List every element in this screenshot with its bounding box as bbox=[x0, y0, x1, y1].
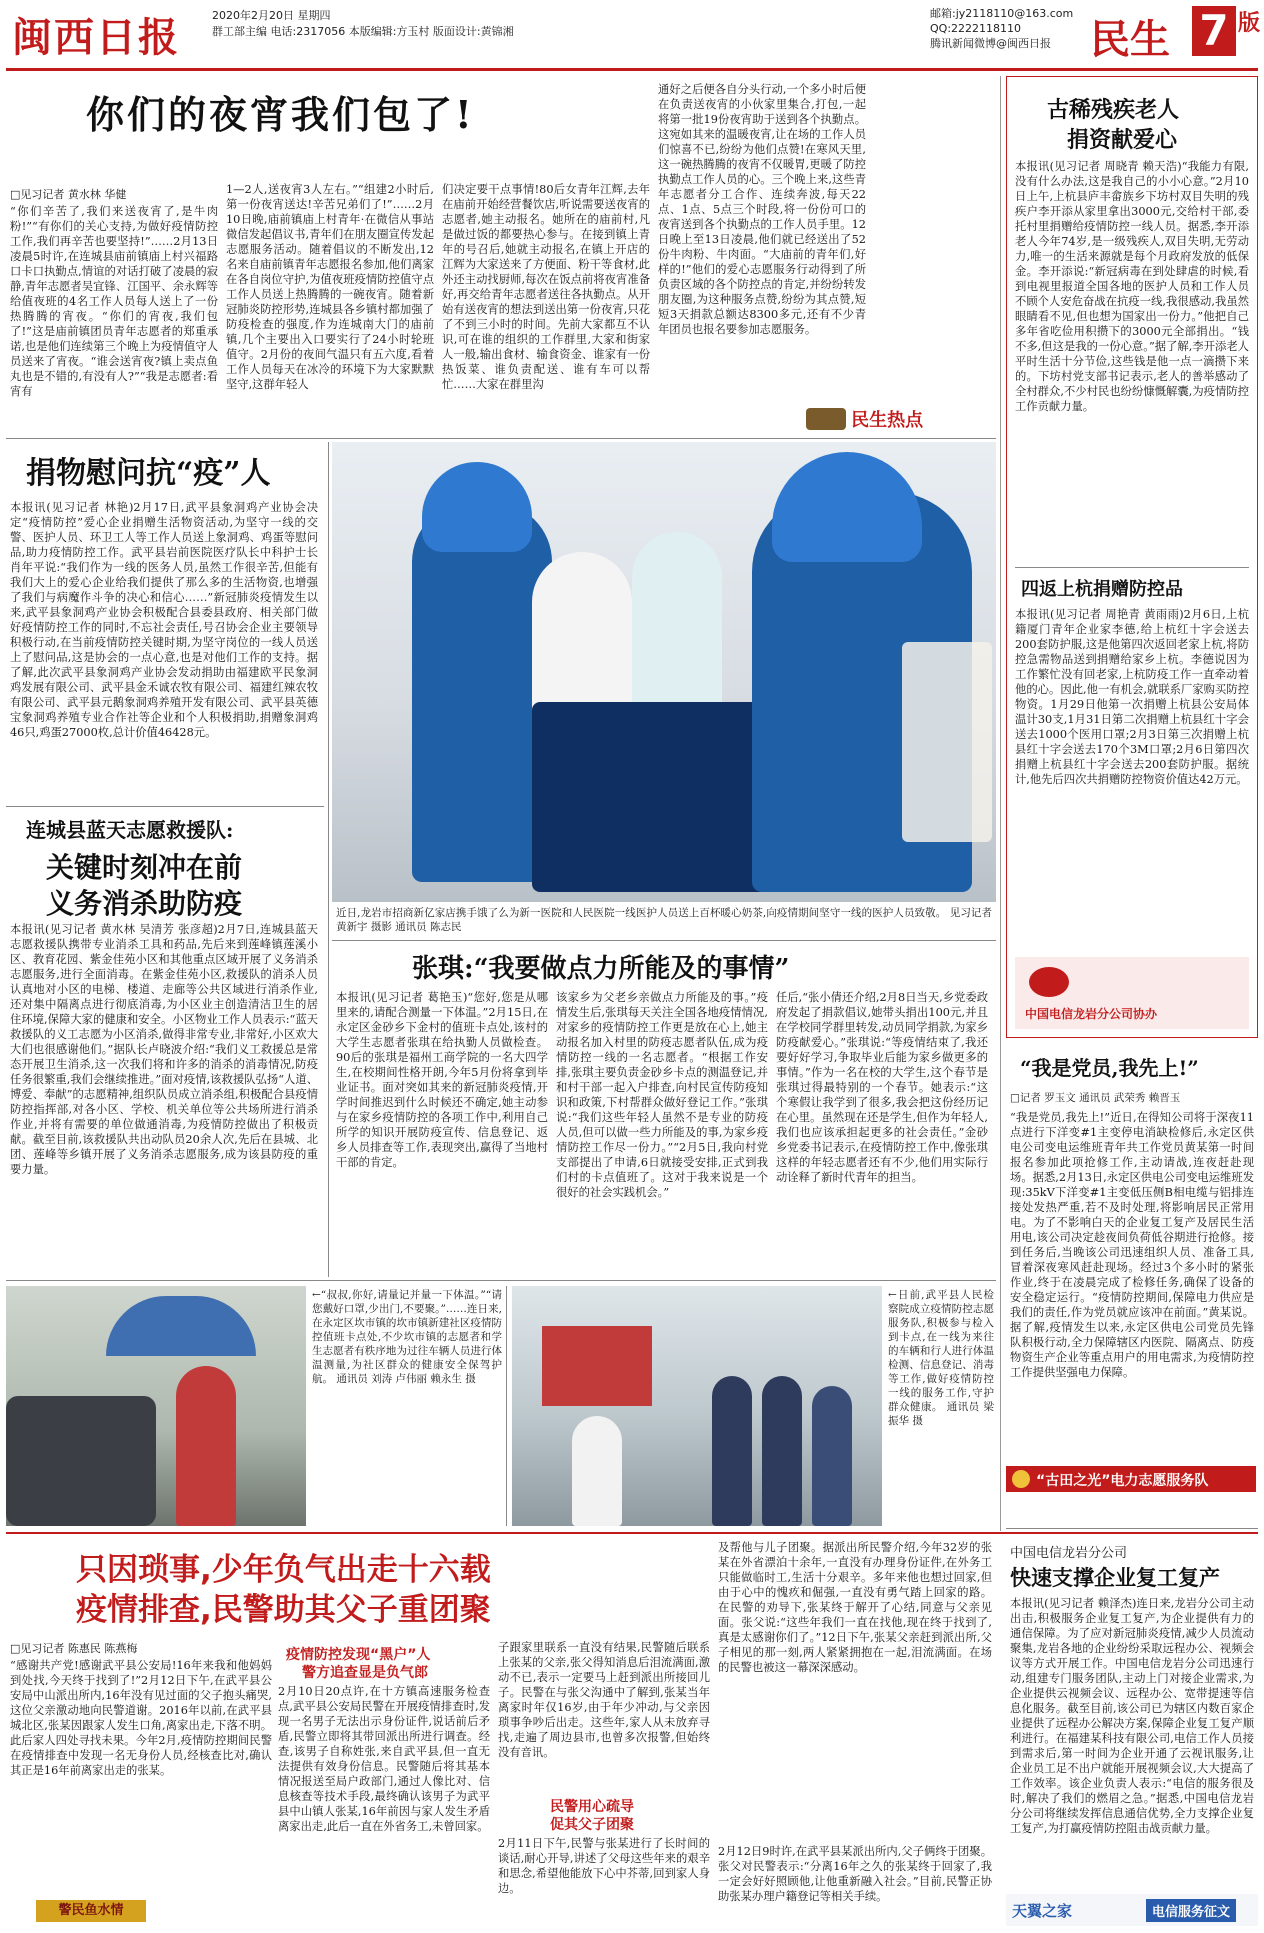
masthead-contacts bbox=[930, 6, 1073, 51]
photo-procuratorate-volunteers bbox=[512, 1286, 882, 1526]
divider bbox=[1006, 1528, 1258, 1529]
article-title-line1: 古稀残疾老人 bbox=[1047, 97, 1180, 123]
worker-figure bbox=[712, 1376, 752, 1526]
article-body: 本报讯(见习记者 周艳青 黄雨雨)2月6日,上杭籍厦门青年企业家李德,给上杭红十字会送去200套防护服,这是他第四次返回老家上杭,将防控急需物品送到捐赠给家乡上杭。李德说因为工作繁忙没有回老家,上杭防疫工作一直牵动着他的心。因此,他一有机会,就联系厂家购买防控物资。1月29日他第一次捐赠上杭县公安局体温计30支,1月31日第二次捐赠上杭县红十字会送去1000个医用口罩;2月3日第三次捐赠上杭县红十字会送去170个3M口罩;2月6日第四次捐赠上杭县红十字会送去200套防护服。据统计,他先后四次共捐赠防控物资价值达42万元。 bbox=[1015, 608, 1249, 786]
section-name: 民生 bbox=[1090, 17, 1170, 63]
essay-tag: 电信服务征文 bbox=[1146, 1899, 1236, 1922]
worker-figure bbox=[762, 1376, 802, 1526]
helmet-shape bbox=[422, 462, 532, 552]
article-late-night-snack bbox=[6, 76, 996, 436]
divider bbox=[6, 1280, 996, 1281]
power-volunteer-banner bbox=[1006, 1466, 1256, 1492]
article-column: 该家乡为父老乡亲做点力所能及的事。”疫情发生后,张琪每天关注全国各地疫情情况,对家乡的疫情防控工作更是放在心上,她主动报名加入村里的防疫志愿者队伍,成为疫情防控一线的一名志愿者。“根据工作安排,张琪主要负责金砂乡卡点的测温登记,并和村干部一起入户排查,向村民宣传防疫知识和政策,下村帮群众做好登记工作。”张琪说:“我们这些年轻人虽然不是专业的防疫人员,但可以做一些力所能及的事,为家乡疫情防控工作尽一份力。”“2月5日,我向村党支部提出了申请,6日就接受安排,正式到我们村的卡点值班了。这对于我来说是一个很好的社会实践机会。” bbox=[556, 991, 768, 1199]
article-body: 本报讯(见习记者 赖泽杰)连日来,龙岩分公司主动出击,积极服务企业复工复产,为企业提供有力的通信保障。为了应对新冠肺炎疫情,减少人员流动聚集,龙岩各地的企业纷纷采取远程办公、视频会议等方式开展工作。中国电信龙岩分公司迅速行动,组建专门服务团队,主动上门对接企业需求,为企业提供云视频会议、远程办公、宽带提速等信息化服务。截至目前,该公司已为辖区内数百家企业提供了远程办公解决方案,保障企业复工复产顺利进行。在福建某科技有限公司,电信工作人员接到需求后,第一时间为企业开通了云视讯服务,让企业员工足不出户就能开展视频会议,大大提高了工作效率。该企业负责人表示:“电信的服务很及时,解决了我们的燃眉之急。”据悉,中国电信龙岩分公司将继续发挥信息通信优势,全力支撑企业复工复产,为打赢疫情防控阻击战贡献力量。 bbox=[1010, 1597, 1254, 1835]
worker-figure bbox=[572, 1416, 622, 1526]
article-title: 你们的夜宵我们包了! bbox=[86, 92, 475, 137]
article-column: 1—2人,送夜宵3人左右。”“组建2小时后,第一份夜宵送达!辛苦兄弟们了!”……2月10日晚,庙前镇庙上村青年·在微信从事站微信发起倡议书,青年们在朋友圈宣传发起志愿服务活动。随着倡议的不断发出,12名来自庙前镇青年志愿报名参加,他们离家在各自岗位守护,为值夜班疫情防控值守点工作人员送上热腾腾的一碗夜宵。随着新冠肺炎防控形势,连城县各乡镇村都加强了防疫检查的强度,作为连城南大门的庙前镇,几个主要出入口要实行了24小时轮班值守。2月份的夜间气温只有五六度,看着工作人员每天在冰冷的环境下为大家默默坚守,这群年轻人 bbox=[226, 183, 434, 391]
volunteer-figure bbox=[176, 1366, 236, 1526]
photo-caption: ←日前,武平县人民检察院成立疫情防控志愿服务队,积极参与检入到卡点,在一线为来往的车辆和行人进行体温检测、信息登记、消毒等工作,做好疫情防控一线的服务工作,守护群众健康。 通讯员 梁振华 摄 bbox=[888, 1289, 994, 1427]
banner-label: “古田之光”电力志愿服务队 bbox=[1036, 1473, 1209, 1489]
article-title: “我是党员,我先上!” bbox=[1020, 1056, 1199, 1080]
article-column: “你们辛苦了,我们来送夜宵了,是牛肉粉!”“有你们的关心支持,为做好疫情防控工作,我们再辛苦也要坚持!”……2月13日凌晨5时许,在连城县庙前镇庙上村兴福路口卡口执勤点,情谊的对话打破了凌晨的寂静,青年志愿者吴宜锋、江国平、余永辉等给值夜班的4名工作人员每人送上了一份热腾腾的宵夜。“你们的宵夜,我们包了!”这是庙前镇团员青年志愿者的郑重承诺,也是他们连续第三个晚上为疫情值守人员送来了宵夜。“谁会送宵夜?镇上卖点鱼丸也是不错的,有没有人?”“我是志愿者:看宵有 bbox=[10, 205, 218, 398]
article-zhang-qi bbox=[332, 944, 996, 1269]
divider bbox=[1015, 567, 1249, 568]
article-title-line1: 关键时刻冲在前 bbox=[46, 851, 243, 884]
article-byline: □见习记者 陈惠民 陈燕梅 bbox=[10, 1642, 138, 1655]
page-number: 7 bbox=[1192, 6, 1236, 56]
divider bbox=[506, 1286, 507, 1526]
telecom-ad-banner bbox=[1006, 1894, 1258, 1926]
divider bbox=[6, 806, 324, 807]
article-title-line2: 疫情排查,民警助其父子重团聚 bbox=[76, 1592, 491, 1628]
newspaper-logo: 闽西日报 bbox=[12, 14, 180, 61]
article-title: 张琪:“我要做点力所能及的事情” bbox=[412, 954, 790, 984]
tent-shape bbox=[542, 1326, 652, 1406]
telecom-logo-icon bbox=[1029, 967, 1069, 997]
article-title-line2: 捐资献爱心 bbox=[1067, 127, 1178, 153]
courier-figure bbox=[412, 502, 552, 882]
hot-topic-label: 民生热点 bbox=[851, 410, 924, 431]
article-column: 2月11日下午,民警与张某进行了长时间的谈话,耐心开导,讲述了父母这些年来的艰辛和思念,希望他能放下心中芥蒂,回到家人身边。 bbox=[498, 1837, 710, 1895]
photo-milk-tea-delivery bbox=[332, 442, 996, 902]
page-suffix: 版 bbox=[1238, 11, 1261, 36]
article-column: 及帮他与儿子团聚。据派出所民警介绍,今年32岁的张某在外省漂泊十余年,一直没有办理身份证件,在外务工只能做临时工,生活十分艰辛。多年来他也想过回家,但由于心中的愧疚和倔强,一直没有勇气踏上回家的路。在民警的劝导下,张某终于解开了心结,同意与父亲见面。张父说:“这些年我们一直在找他,现在终于找到了,真是太感谢你们了。”12日下午,张某父亲赶到派出所,父子相见的那一刻,两人紧紧拥抱在一起,泪流满面。在场的民警也被这一幕深深感动。 bbox=[718, 1541, 992, 1674]
sponsor-label: 中国电信龙岩分公司协办 bbox=[1025, 1007, 1158, 1021]
subhead: 警方追查显是负气郎 bbox=[302, 1665, 428, 1681]
article-body: “我是党员,我先上!”近日,在得知公司将于深夜11点进行下洋变#1主变停电消缺检修后,永定区供电公司变电运维班青年共工作党员黄某第一时间报名参加此项抢修工作,主动请战,连夜赶赴现场。据悉,2月13日,永定区供电公司变电运维班发现:35kV下洋变#1主变低压侧B相电缆与铝排连接处发热严重,若不及时处理,将影响居民正常用电。为了不影响白天的企业复工复产及居民生活用电,该公司决定趁夜间负荷低谷期进行抢修。接到任务后,当晚该公司迅速组织人员、准备工具,冒着深夜寒风赶赴现场。经过3个多小时的紧张作业,终于在凌晨完成了检修任务,确保了设备的安全稳定运行。“疫情防控期间,保障电力供应是我们的责任,作为党员就应该冲在前面。”黄某说。据了解,疫情发生以来,永定区供电公司党员先锋队积极行动,全力保障辖区内医院、隔离点、防疫物资生产企业等重点用户的用电需求,为疫情防控工作提供坚强电力保障。 bbox=[1010, 1111, 1254, 1379]
issue-date: 2020年2月20日 星期四 bbox=[212, 9, 331, 22]
tianyi-logo: 天翼之家 bbox=[1012, 1902, 1073, 1920]
subhead: 疫情防控发现“黑户”人 bbox=[286, 1647, 431, 1663]
photo-checkpoint-umbrella bbox=[6, 1286, 306, 1526]
article-runaway-son bbox=[6, 1538, 996, 1928]
article-byline: □见习记者 黄水林 华健 bbox=[10, 188, 127, 201]
article-column: 2月10日20点许,在十方镇高速服务检查点,武平县公安局民警在开展疫情排查时,发现一名男子无法出示身份证件,说话前后矛盾,民警立即将其带回派出所进行调查。经查,该男子自称姓张,来自武平县,但一直无法提供有效身份信息。民警随后将其基本情况报送至局户政部门,通过人像比对、信息核查等技术手段,最终确认该男子为武平县中山镇人张某,16年前因与家人发生矛盾离家出走,此后一直在外省务工,未曾回家。 bbox=[278, 1685, 490, 1833]
car-shape bbox=[6, 1396, 156, 1526]
article-title: 四返上杭捐赠防控品 bbox=[1021, 579, 1183, 600]
milk-tea-cups bbox=[902, 642, 992, 842]
article-kicker: 连城县蓝天志愿救援队: bbox=[26, 818, 234, 842]
article-column: 本报讯(见习记者 葛艳玉)“您好,您是从哪里来的,请配合测量一下体温。”2月15日,在永定区金砂乡下金村的值班卡点处,该村的大学生志愿者张琪在给执勤人员做检查。90后的张琪是福州工商学院的一名大四学生,在校期间性格开朗,今年5月份将拿到毕业证书。面对突如其来的新冠肺炎疫情,开学时间推迟到什么时候还不确定,她主动参与在家乡疫情防控的各项工作中,利用自己所学的知识开展防疫宣传、信息登记、返乡人员排查等工作,表现突出,赢得了当地村干部的肯定。 bbox=[336, 991, 548, 1169]
divider bbox=[1000, 76, 1001, 1531]
divider bbox=[332, 940, 996, 941]
article-byline: □记者 罗玉文 通讯员 武荣秀 赖晋玉 bbox=[1010, 1092, 1181, 1104]
article-column: “感谢共产党!感谢武平县公安局!16年来我和他妈妈到处找,今天终于找到了!”2月12日下午,在武平县公安局中山派出所内,16年没有见过面的父子抱头痛哭,这位父亲激动地向民警道谢。2016年以前,在武平县城北区,张某因跟家人发生口角,离家出走,下落不明。此后家人四处寻找未果。今年2月,疫情防控期间民警在疫情排查中发现一名无身份人员,经核查比对,确认其正是16年前离家出走的张某。 bbox=[10, 1659, 272, 1777]
worker-figure bbox=[812, 1386, 852, 1526]
article-donation bbox=[6, 442, 324, 802]
photo-caption: ←“叔叔,你好,请量记并量一下体温。”“请您戴好口罩,少出门,不要聚。”……连日来,在永定区坎市镇的坎市镇新建社区疫情防控值班卡点处,不少坎市镇的志愿者和学生志愿者有秩序地为过往车辆人员进行体温测量,为社区群众的健康安全保驾护航。 通讯员 刘涛 卢伟丽 赖永生 摄 bbox=[312, 1289, 502, 1385]
right-column bbox=[1006, 76, 1258, 1526]
email-line: 邮箱:jy2118110@163.com bbox=[930, 7, 1074, 20]
article-column: 任后,“张小倩还介绍,2月8日当天,乡党委政府发起了捐款倡议,她带头捐出100元,并且在学校同学群里转发,动员同学捐款,为家乡防疫献爱心。”张琪说:“等疫情结束了,我还要好好学习,争取毕业后能为家乡做更多的事情。”作为一名在校的大学生,这个春节是张琪过得最特别的一个春节。她表示:“这个寒假让我学到了很多,我会把这份经历记在心里。虽然现在还是学生,但作为年轻人,我们也应该承担起更多的社会责任。”金砂乡党委书记表示,在疫情防控工作中,像张琪这样的年轻志愿者还有不少,他们用实际行动诠释了新时代青年的担当。 bbox=[776, 991, 988, 1184]
lighthouse-icon bbox=[1012, 1470, 1030, 1488]
umbrella-shape bbox=[106, 1296, 256, 1356]
divider bbox=[6, 438, 996, 439]
hot-topic-badge bbox=[806, 406, 966, 430]
helmet-shape bbox=[772, 452, 922, 562]
police-friendship-tag: 警民鱼水情 bbox=[36, 1900, 146, 1922]
article-title-line2: 义务消杀助防疫 bbox=[46, 887, 243, 920]
megaphone-icon bbox=[806, 408, 846, 430]
article-title: 捐物慰问抗“疫”人 bbox=[26, 456, 271, 491]
article-kicker: 中国电信龙岩分公司 bbox=[1010, 1546, 1128, 1561]
article-title: 快速支撑企业复工复产 bbox=[1010, 1565, 1220, 1590]
masthead-rule bbox=[6, 68, 1258, 71]
masthead-meta bbox=[212, 8, 514, 40]
article-telecom bbox=[1006, 1538, 1258, 1928]
divider bbox=[328, 442, 329, 1277]
qq-line: QQ:2222118110 bbox=[930, 22, 1022, 35]
article-party-member bbox=[1006, 1048, 1256, 1493]
article-column: 们决定要干点事情!80后女青年江辉,去年在庙前开始经营餐饮店,听说需要送夜宵的志愿者,她主动报名。她所在的庙前村,凡是做过饭的都要热心参与。在接到镇上青年的号召后,她就主动报名,在镇上开店的江辉为大家送来了方便面、粉干等食材,此外还主动找厨师,每次在饭点前将夜宵准备好,再交给青年志愿者送往各执勤点。从开始有送夜宵的想法到送出第一份夜宵,只花了不到三小时的时间。先前大家都互不认识,可在谁的组织的工作群里,大家和街家人一般,输出食材、输食资金、谁家有一份热饭菜、谁负责配送、谁有车可以帮忙……大家在群里沟 bbox=[442, 183, 650, 391]
article-column: 2月12日9时许,在武平县某派出所内,父子俩终于团聚。张父对民警表示:“分离16年之久的张某终于回家了,我一定会好好照顾他,让他重新融入社会。”目前,民警正协助张某办理户籍登记等相关手续。 bbox=[718, 1845, 992, 1903]
wechat-line: 腾讯新闻微博@闽西日报 bbox=[930, 37, 1051, 50]
article-body: 本报讯(见习记者 林艳)2月17日,武平县象洞鸡产业协会决定“疫情防控”爱心企业捐赠生活物资活动,为坚守一线的交警、医护人员、环卫工人等工作人员送上象洞鸡、鸡蛋等慰问品,助力疫情防控工作。武平县岩前医院医疗队长中科护士长肖年平说:“我们作为一线的医务人员,虽然工作很辛苦,但能有我们大上的爱心企业给我们提供了那么多的生活物资,也增强了我们与病魔作斗争的决心和信心……”新冠肺炎疫情发生以来,武平县象洞鸡产业协会积极配合县委县政府、相关部门做好疫情防控工作的同时,不忘社会责任,号召协会企业主要领导积极行动,在当前疫情防控关键时期,为坚守岗位的一线人员送上了慰问品,这是协会的一点心意,也是对他们工作的支持。据了解,此次武平县象洞鸡产业协会发动捐助由福建欧平民象洞鸡发展有限公司、武平县金禾诚农牧有限公司、福建红辣农牧有限公司、武平县元鹅象洞鸡养殖开发有限公司、武平县英德宝象洞鸡养殖专业合作社等企业和个人积极捐助,捐赠象洞鸡46只,鸡蛋27000枚,总计价值46428元。 bbox=[10, 501, 318, 739]
photo-caption: 近日,龙岩市招商新亿家店携手饿了么为新一医院和人民医院一线医护人员送上百杯暖心奶茶,向疫情期间坚守一线的医护人员致敬。 见习记者 黄新宇 摄影 通讯员 陈志民 bbox=[336, 907, 992, 933]
article-body: 本报讯(见习记者 黄水林 吴清芳 张彦超)2月7日,连城县蓝天志愿救援队携带专业消杀工具和药品,先后来到莲峰镇莲溪小区、教育花园、紫金佳苑小区和其他重点区域开展了义务消杀志愿服务,进行全面消毒。在紫金佳苑小区,救援队的消杀人员认真地对小区的电梯、楼道、走廊等公共区域进行消杀作业,还对集中隔离点进行彻底消毒,为小区业主创造清洁卫生的居住环境,保障大家的健康和安全。小区物业工作人员表示:“蓝天救援队的义工志愿为小区消杀,做得非常专业,非常好,小区欢大大们也很感谢他们。”据队长卢晓波介绍:“我们义工救援总是常态开展卫生消杀,这一次我们将和许多的消杀的消毒情况,防疫任务很繁重,我们会继续推进。”面对疫情,该救援队弘扬“人道、博爱、奉献”的志愿精神,组织队员成立消杀组,积极配合县疫情防控指挥部,对各小区、学校、机关单位等公共场所进行消杀作业,并将有需要的单位做通消毒,为疫情防控做出了积极贡献。截至目前,该救援队共出动队员20余人次,先后在县城、北团、莲峰等乡镇开展了义务消杀志愿服务,成为该县防疫的重要力量。 bbox=[10, 923, 318, 1176]
subhead: 促其父子团聚 bbox=[550, 1817, 634, 1833]
article-title-line1: 只因琐事,少年负气出走十六载 bbox=[76, 1552, 491, 1588]
masthead bbox=[0, 0, 1264, 70]
article-column: 通好之后便各自分头行动,一个多小时后便在负责送夜宵的小伙家里集合,打包,一起将第一批19份夜宵助于送到各个执勤点。这宛如其来的温暖夜宵,让在场的工作人员们惊喜不已,纷纷为他们点赞!在寒风天里,这一碗热腾腾的夜宵不仅暖胃,更暖了防控执勤点工作人员的心。三个晚上来,这些青年志愿者分工合作、连续奔波,每天22点、1点、5点三个时段,将一份份可口的夜宵送到各个执勤点的工作人员手里。12日晚上至13日凌晨,他们就已经送出了52份牛肉粉、牛肉面。“大庙前的青年们,好样的!”他们的爱心志愿服务行动得到了所负责区域的各个防控点的肯定,并纷纷转发朋友圈,为这种服务点赞,纷纷为其点赞,短短3天捐款总额达8300多元,还有不少青年团员也报名要参加志愿服务。 bbox=[658, 83, 866, 336]
subhead: 民警用心疏导 bbox=[550, 1799, 634, 1815]
editor-line: 群工部主编 电话:2317056 本版编辑:方玉村 版面设计:黄锦湘 bbox=[212, 25, 514, 38]
sponsor-banner bbox=[1015, 957, 1249, 1029]
divider bbox=[6, 1532, 1258, 1534]
article-column: 子跟家里联系一直没有结果,民警随后联系上张某的父亲,张父得知消息后泪流满面,激动不已,表示一定要马上赶到派出所接回儿子。民警在与张父沟通中了解到,张某当年离家时年仅16岁,由于年少冲动,与父亲因琐事争吵后出走。这些年,家人从未放弃寻找,走遍了周边县市,也曾多次报警,但始终没有音讯。 bbox=[498, 1641, 710, 1759]
article-elderly-donation bbox=[1006, 76, 1258, 1038]
article-rescue-team bbox=[6, 810, 324, 1290]
article-body: 本报讯(见习记者 周晓青 赖天浩)“我能力有限,没有什么办法,这是我自己的小小心意。”2月10日上午,上杭县庐丰畲族乡下坊村双目失明的残疾户李开添从家里拿出3000元,交给村干部,委托村里捐赠给疫情防控一线人员。据悉,李开添老人今年74岁,是一级残疾人,双目失明,无劳动力,唯一的生活来源就是每个月政府发放的低保金。李开添说:“新冠病毒在到处肆虐的时候,看到电视里报道全国各地的医护人员和工作人员不顾个人安危奋战在抗疫一线,我很感动,我虽然眼睛看不见,但也想为国家出一份力。”他把自己多年省吃俭用积攒下的3000元全部捐出。“钱不多,但这是我的一份心意。”据了解,李开添老人平时生活十分节俭,这些钱是他一点一滴攒下来的。下坊村党支部书记表示,老人的善举感动了全村群众,不少村民也纷纷慷慨解囊,为疫情防控工作贡献力量。 bbox=[1015, 160, 1249, 413]
